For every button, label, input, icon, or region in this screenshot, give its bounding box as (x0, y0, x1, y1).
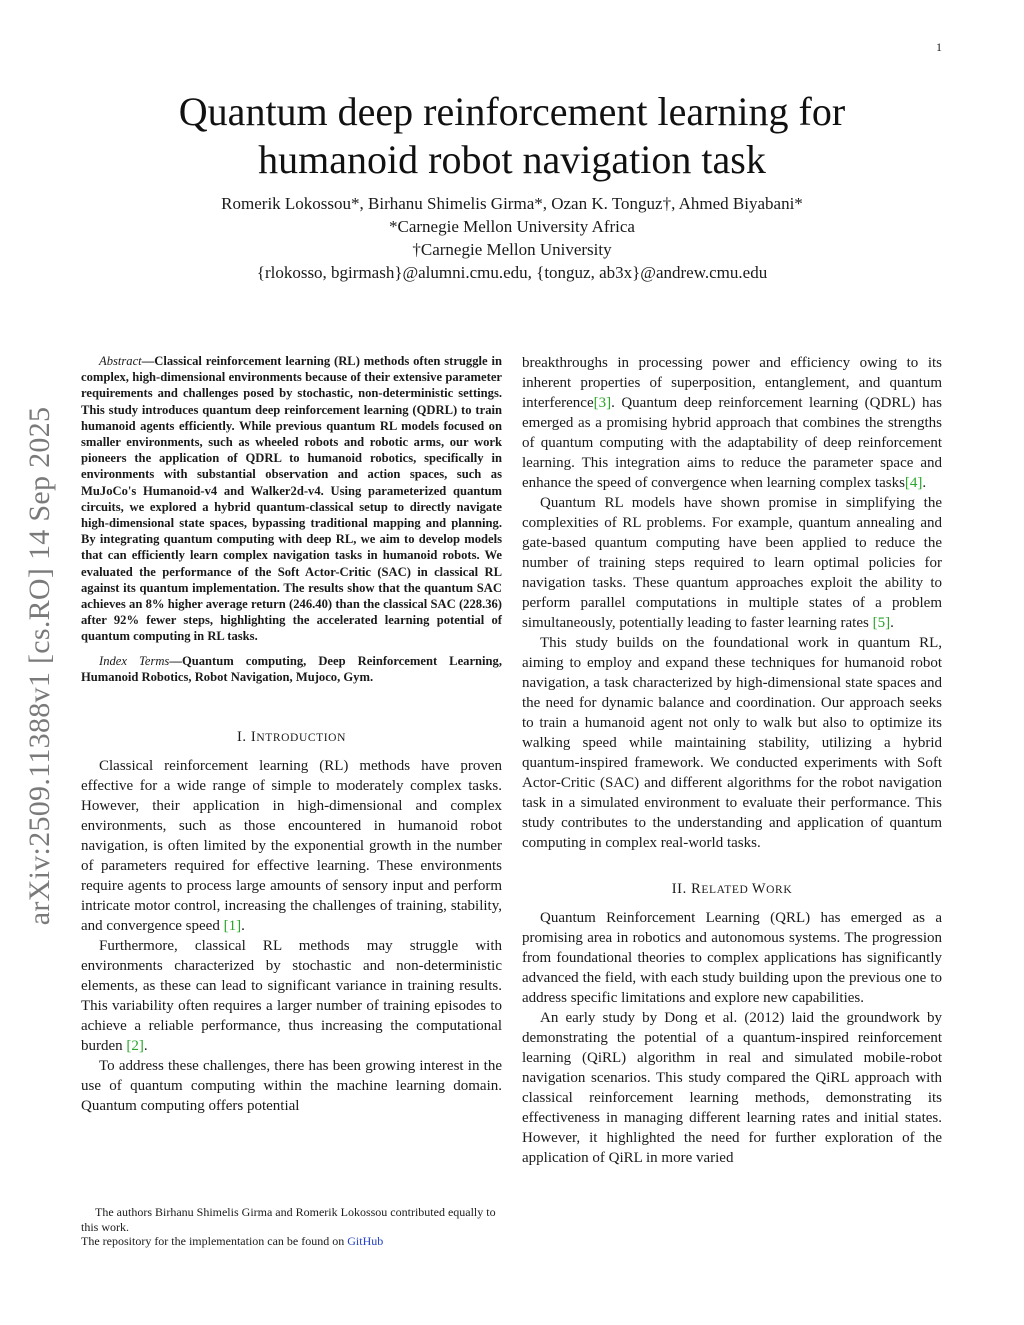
paragraph-text: . Quantum deep reinforcement learning (QDRL) has emerged as a promising hybrid approach that combines the strengths of quantum computing with the adaptability of deep reinforcement learning. This integration aims to reduce the parameter space and enhance the speed of convergence when learning complex tasks (522, 395, 942, 491)
arxiv-identifier-stamp (18, 371, 62, 961)
section-heading-introduction (81, 729, 502, 746)
footnote-text: The repository for the implementation can be found on (81, 1234, 348, 1248)
paragraph-text: Quantum RL models have shown promise in simplifying the complexities of RL problems. For example, quantum annealing and gate-based quantum computing have been applied to reduce the number of training steps required to learn optimal policies for navigation tasks. These quantum approaches exploit the ability to perform parallel computations in multiple states of a problem simultaneously, potentially leading to faster learning rates (522, 495, 942, 631)
intro-paragraph-4 (522, 353, 942, 493)
section-initial: R (691, 881, 702, 897)
intro-paragraph-5 (522, 493, 942, 633)
section-rest: NTRODUCTION (256, 732, 346, 745)
intro-paragraph-2 (81, 936, 502, 1056)
related-paragraph-1: Quantum Reinforcement Learning (QRL) has emerged as a promising area in robotics and autonomous systems. The progression from foundational theories to complex applications has significantly advanced the field, with each study building upon the previous one to address specific limitations and explore new capabilities. (522, 910, 942, 1006)
index-terms-label: Index Terms (99, 653, 170, 668)
footnote-repository (81, 1234, 502, 1249)
left-column (81, 353, 502, 1116)
section-initial: W (751, 881, 767, 897)
section-numeral: I. (237, 729, 251, 746)
footnotes (81, 1205, 502, 1249)
citation-link[interactable]: [4] (904, 475, 923, 491)
section-heading-related-work (522, 881, 942, 898)
affiliation-cmu: †Carnegie Mellon University (412, 240, 612, 259)
paper-header (80, 88, 944, 284)
title-line-2: humanoid robot navigation task (258, 137, 766, 182)
title-line-1: Quantum deep reinforcement learning for (178, 89, 846, 134)
paragraph-end: . (922, 475, 927, 491)
index-terms-dash: — (169, 653, 182, 668)
citation-link[interactable]: [5] (872, 615, 891, 631)
affiliation-cmu-africa: *Carnegie Mellon University Africa (389, 217, 635, 236)
right-column (522, 353, 942, 1168)
citation-link[interactable]: [1] (223, 918, 242, 935)
abstract (81, 353, 502, 645)
paragraph-text: Classical reinforcement learning (RL) methods have proven effective for a wide range of simple to moderately complex tasks. However, their application in high-dimensional and complex environments, such as those encountered in humanoid robot navigation, is often limited by the exponential growth in the number of parameters required for effective learning. These environments require agents to process large amounts of sensory input and perform intricate motor control, increasing the challenges of training, stability, and convergence speed (81, 758, 502, 935)
abstract-dash: — (141, 354, 155, 368)
intro-paragraph-3: To address these challenges, there has been growing interest in the use of quantum computing within the machine learning domain. Quantum computing offers potential (81, 1058, 502, 1115)
author-list: Romerik Lokossou*, Birhanu Shimelis Girma*, Ozan K. Tonguz†, Ahmed Biyabani* (221, 194, 803, 213)
section-initial: I (250, 729, 257, 746)
index-terms-text: Quantum computing, Deep Reinforcement Learning, Humanoid Robotics, Robot Navigation, Mujoco, Gym. (81, 653, 503, 684)
index-terms (81, 653, 502, 685)
intro-paragraph-1 (81, 756, 502, 936)
arxiv-identifier-text: arXiv:2509.11388v1 [cs.RO] 14 Sep 2025 (23, 406, 56, 926)
abstract-text: Classical reinforcement learning (RL) methods often struggle in complex, high-dimensional environments because of their extensive parameter requirements and challenges posed by stochastic, non-deterministic settings. This study introduces quantum deep reinforcement learning (QDRL) to train humanoid agents efficiently. While previous quantum RL models focused on smaller environments, such as wheeled robots and robotic arms, our work pioneers the application of QDRL to humanoid robotics, specifically in environments with substantial observation and action spaces, such as MuJoCo's Humanoid-v4 and Walker2d-v4. Using parameterized quantum circuits, we explored a hybrid quantum-classical setup to directly navigate high-dimensional state spaces, bypassing traditional mapping and planning. By integrating quantum computing with deep RL, we aim to develop models that can efficiently learn complex navigation tasks in humanoid robots. We evaluated the performance of the Soft Actor-Critic (SAC) in classical RL against its quantum implementation. The results show that the quantum SAC achieves an 8% higher average return (246.40) than the classical SAC (228.36) after 92% fewer steps, highlighting the accelerated learning potential of quantum computing in RL tasks. (81, 354, 502, 644)
section-rest: ELATED (701, 884, 752, 896)
paragraph-end: . (143, 1038, 148, 1055)
github-link[interactable]: GitHub (347, 1234, 384, 1248)
intro-paragraph-6: This study builds on the foundational work in quantum RL, aiming to employ and expand these techniques for humanoid robot navigation, a task characterized by high-dimensional state spaces and the need for dynamic balance and coordination. Our approach seeks to train a humanoid agent not only to walk but also to optimize its walking speed while maintaining stability, utilizing a hybrid quantum-inspired framework. We conducted experiments with Soft Actor-Critic (SAC) and different algorithms for the robot navigation task in a simulated environment to evaluate their performance. This study contributes to the understanding and application of quantum computing in complex real-world tasks. (522, 635, 942, 851)
section-numeral: II. (671, 881, 692, 897)
related-paragraph-2: An early study by Dong et al. (2012) laid the groundwork by demonstrating the potential of a quantum-inspired reinforcement learning (QiRL) algorithm in real and simulated mobile-robot navigation scenarios. This study compared the QiRL approach with classical reinforcement learning methods, demonstrating its effectiveness in managing different learning rates and initial states. However, it highlighted the need for further exploration of the application of QiRL in more varied (522, 1010, 942, 1166)
paper-title (80, 88, 944, 184)
footnote-equal-contribution: The authors Birhanu Shimelis Girma and Romerik Lokossou contributed equally to this work. (81, 1205, 496, 1234)
section-rest: ORK (766, 884, 793, 896)
author-emails: {rlokosso, bgirmash}@alumni.cmu.edu, {tonguz, ab3x}@andrew.cmu.edu (256, 263, 768, 282)
citation-link[interactable]: [3] (593, 395, 612, 411)
citation-link[interactable]: [2] (126, 1038, 144, 1055)
paragraph-end: . (890, 615, 894, 631)
abstract-label: Abstract (99, 354, 142, 368)
paragraph-end: . (241, 918, 245, 935)
paragraph-text: Furthermore, classical RL methods may struggle with environments characterized by stochastic and non-deterministic elements, as these can lead to significant variance in training results. This variability often requires a larger number of training episodes to achieve a reliable performance, thus increasing the computational burden (81, 938, 502, 1055)
page-number: 1 (936, 40, 942, 54)
paragraph-text: breakthroughs in processing power and efficiency owing to its inherent properties of superposition, entanglement, and quantum interference (522, 355, 942, 411)
